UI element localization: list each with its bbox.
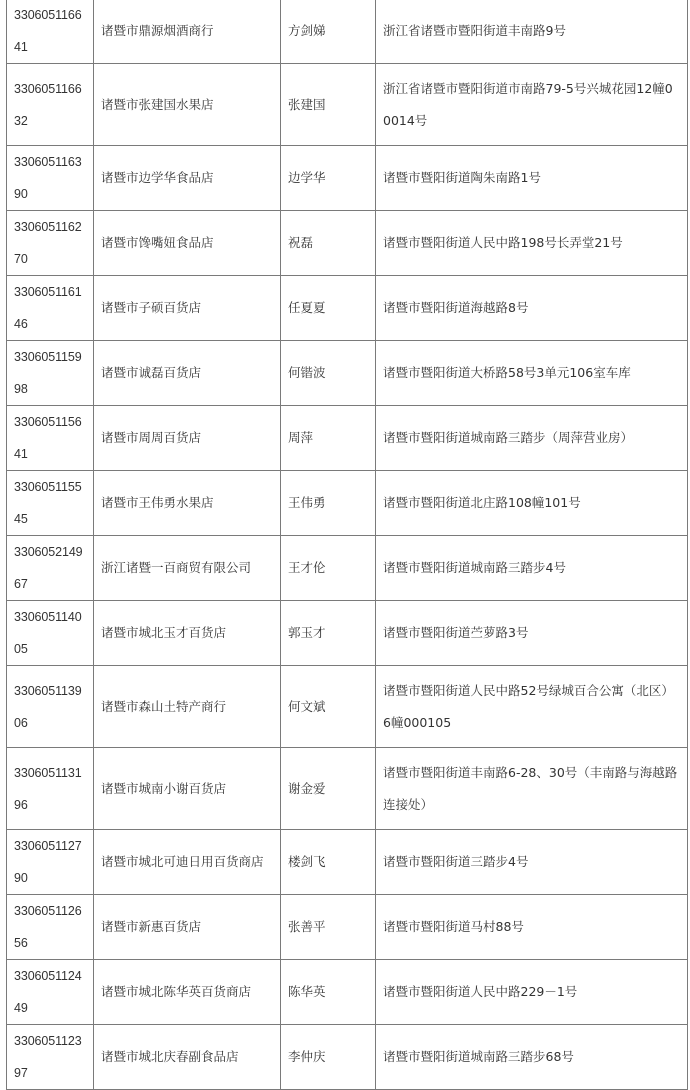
shop-name: 诸暨市城北庆春副食品店: [94, 1025, 281, 1090]
shop-address: 诸暨市暨阳街道城南路三踏步68号: [376, 1025, 688, 1090]
table-row: [7, 1025, 688, 1090]
shop-name: 诸暨市王伟勇水果店: [94, 471, 281, 536]
shop-address: 浙江省诸暨市暨阳街道市南路79-5号兴城花园12幢00014号: [376, 64, 688, 146]
shop-address: 诸暨市暨阳街道人民中路198号长弄堂21号: [376, 211, 688, 276]
owner-name: 楼剑飞: [281, 830, 376, 895]
owner-name: 方剑娣: [281, 0, 376, 64]
owner-name: 张善平: [281, 895, 376, 960]
license-number: 330605114005: [7, 601, 94, 666]
license-number: 330605113906: [7, 666, 94, 748]
shop-address: 诸暨市暨阳街道城南路三踏步（周萍营业房）: [376, 406, 688, 471]
shop-address: 诸暨市暨阳街道三踏步4号: [376, 830, 688, 895]
license-number: 330605115641: [7, 406, 94, 471]
shop-address: 诸暨市暨阳街道陶朱南路1号: [376, 146, 688, 211]
shop-address: 诸暨市暨阳街道海越路8号: [376, 276, 688, 341]
table-row: [7, 276, 688, 341]
license-number: 330605116632: [7, 64, 94, 146]
shop-address: 诸暨市暨阳街道城南路三踏步4号: [376, 536, 688, 601]
shop-name: 诸暨市新惠百货店: [94, 895, 281, 960]
license-number: 330605112397: [7, 1025, 94, 1090]
table-row: [7, 830, 688, 895]
shop-name: 诸暨市城南小谢百货店: [94, 748, 281, 830]
table-row: [7, 471, 688, 536]
license-table: [6, 0, 688, 1090]
table-row: [7, 536, 688, 601]
shop-address: 浙江省诸暨市暨阳街道丰南路9号: [376, 0, 688, 64]
shop-name: 诸暨市子硕百货店: [94, 276, 281, 341]
shop-name: 诸暨市城北陈华英百货商店: [94, 960, 281, 1025]
owner-name: 边学华: [281, 146, 376, 211]
shop-address: 诸暨市暨阳街道苎萝路3号: [376, 601, 688, 666]
shop-address: 诸暨市暨阳街道人民中路229－1号: [376, 960, 688, 1025]
license-number: 330605116146: [7, 276, 94, 341]
owner-name: 郭玉才: [281, 601, 376, 666]
table-row: [7, 146, 688, 211]
shop-address: 诸暨市暨阳街道丰南路6-28、30号（丰南路与海越路连接处）: [376, 748, 688, 830]
license-number: 330605116270: [7, 211, 94, 276]
shop-address: 诸暨市暨阳街道人民中路52号绿城百合公寓（北区）6幢000105: [376, 666, 688, 748]
shop-name: 诸暨市诚磊百货店: [94, 341, 281, 406]
license-number: 330605112656: [7, 895, 94, 960]
license-number: 330605112790: [7, 830, 94, 895]
shop-name: 诸暨市张建国水果店: [94, 64, 281, 146]
owner-name: 何文斌: [281, 666, 376, 748]
owner-name: 王伟勇: [281, 471, 376, 536]
shop-address: 诸暨市暨阳街道马村88号: [376, 895, 688, 960]
license-number: 330605115545: [7, 471, 94, 536]
table-row: [7, 601, 688, 666]
owner-name: 谢金爱: [281, 748, 376, 830]
license-table-body: [7, 0, 688, 1090]
shop-name: 诸暨市边学华食品店: [94, 146, 281, 211]
table-row: [7, 341, 688, 406]
license-number: 330605115998: [7, 341, 94, 406]
shop-name: 诸暨市森山土特产商行: [94, 666, 281, 748]
table-row: [7, 666, 688, 748]
owner-name: 任夏夏: [281, 276, 376, 341]
owner-name: 何锴波: [281, 341, 376, 406]
owner-name: 王才伦: [281, 536, 376, 601]
license-number: 330605112449: [7, 960, 94, 1025]
table-row: [7, 960, 688, 1025]
license-number: 330605214967: [7, 536, 94, 601]
license-number: 330605113196: [7, 748, 94, 830]
table-row: [7, 0, 688, 64]
license-number: 330605116390: [7, 146, 94, 211]
license-number: 330605116641: [7, 0, 94, 64]
shop-address: 诸暨市暨阳街道北庄路108幢101号: [376, 471, 688, 536]
owner-name: 张建国: [281, 64, 376, 146]
shop-name: 诸暨市周周百货店: [94, 406, 281, 471]
table-row: [7, 64, 688, 146]
table-row: [7, 895, 688, 960]
shop-name: 诸暨市鼎源烟酒商行: [94, 0, 281, 64]
owner-name: 周萍: [281, 406, 376, 471]
shop-address: 诸暨市暨阳街道大桥路58号3单元106室车库: [376, 341, 688, 406]
owner-name: 祝磊: [281, 211, 376, 276]
owner-name: 李仲庆: [281, 1025, 376, 1090]
shop-name: 浙江诸暨一百商贸有限公司: [94, 536, 281, 601]
table-row: [7, 748, 688, 830]
table-row: [7, 406, 688, 471]
owner-name: 陈华英: [281, 960, 376, 1025]
table-row: [7, 211, 688, 276]
shop-name: 诸暨市城北玉才百货店: [94, 601, 281, 666]
shop-name: 诸暨市城北可迪日用百货商店: [94, 830, 281, 895]
shop-name: 诸暨市馋嘴妞食品店: [94, 211, 281, 276]
